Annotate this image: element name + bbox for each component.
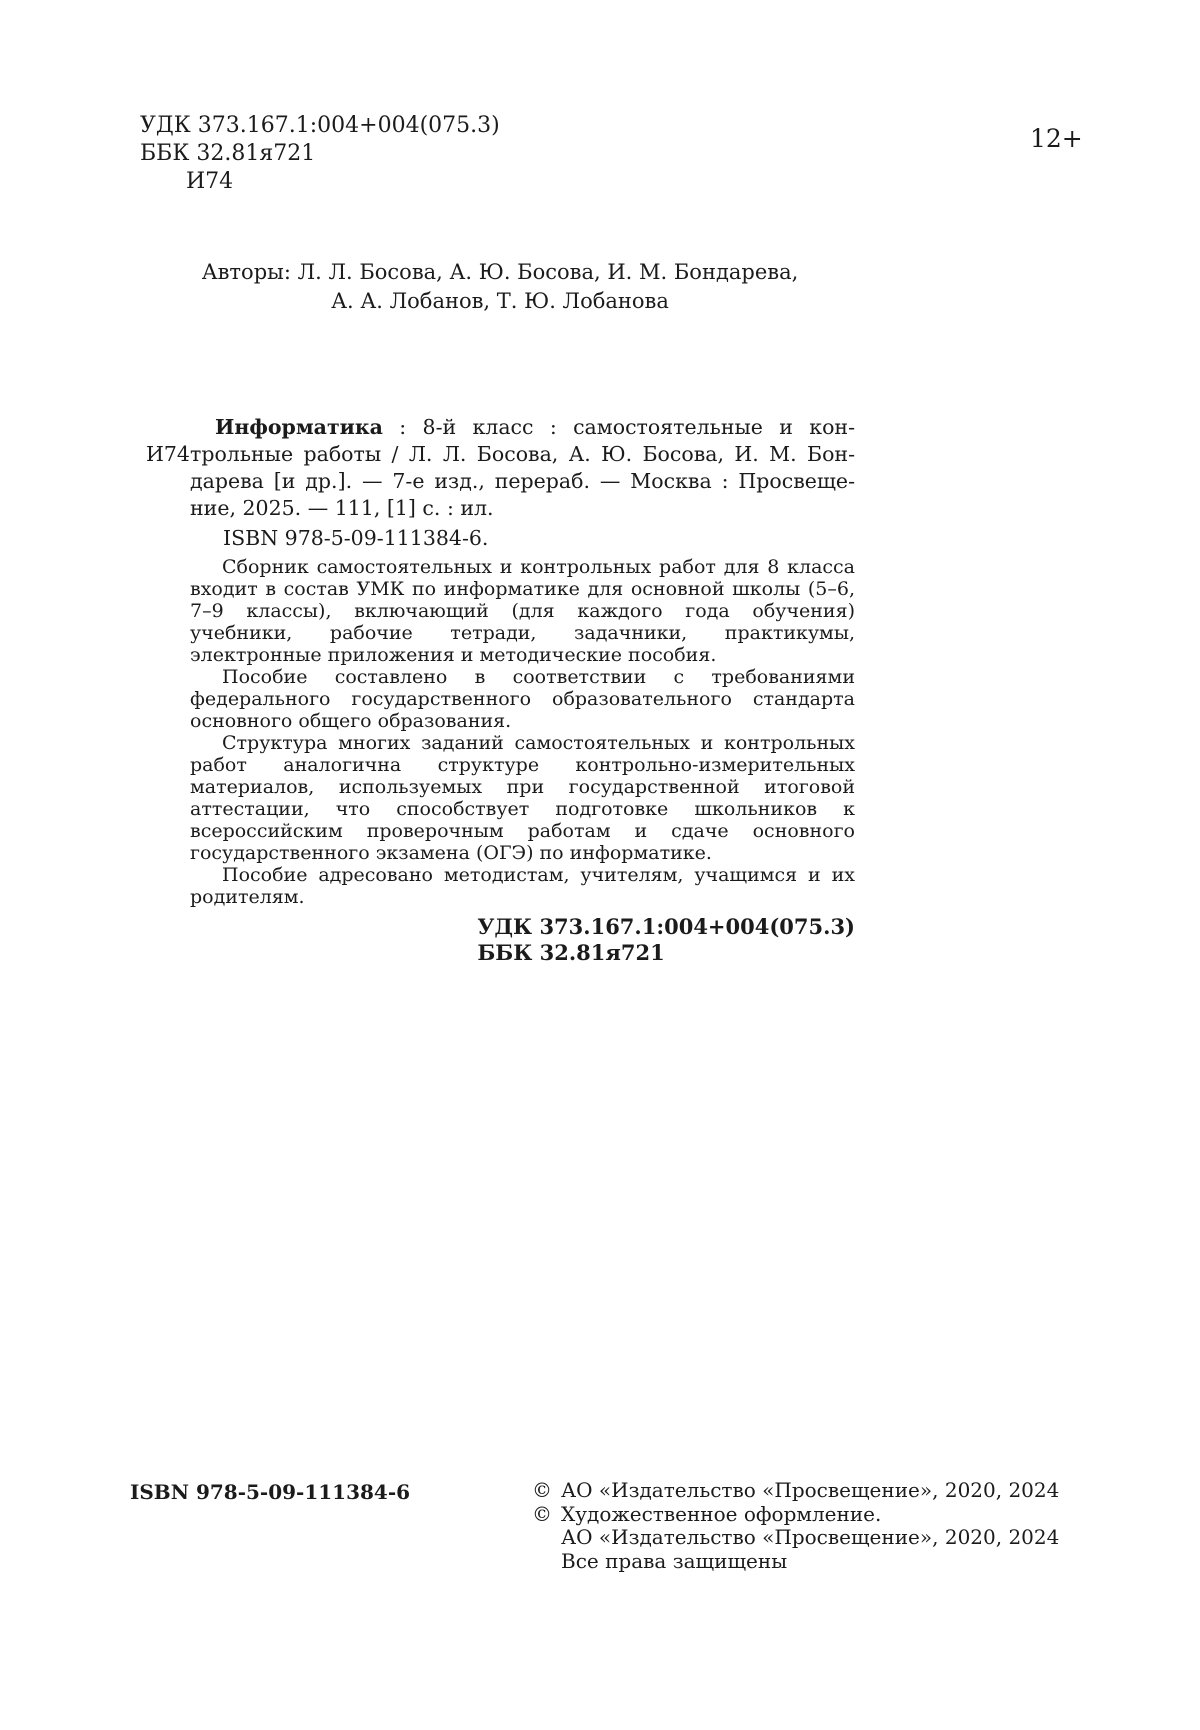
annotation-paragraph-4: Пособие адресовано методистам, учителям, учащимся и их родителям. (190, 864, 855, 908)
author-sign-margin: И74 (146, 442, 190, 466)
bbk-code-top: ББК 32.81я721 (140, 141, 316, 166)
copyright-block (532, 1479, 1059, 1573)
udk-code-top: УДК 373.167.1:004+004(075.3) (140, 113, 500, 138)
record-line-1-rest: : 8-й класс : самостоятельные и кон- (382, 415, 855, 439)
bibliographic-record (146, 414, 855, 522)
classification-codes-top (140, 112, 500, 196)
copyright-text: Все права защищены (561, 1548, 788, 1573)
record-line-1 (190, 414, 855, 441)
udk-code-bottom: УДК 373.167.1:004+004(075.3) (477, 914, 855, 939)
record-line-2: трольные работы / Л. Л. Босова, А. Ю. Босова, И. М. Бон- (190, 442, 855, 466)
bbk-code-bottom: ББК 32.81я721 (477, 940, 665, 965)
classification-codes-bottom (190, 914, 855, 966)
book-title: Информатика (215, 415, 383, 439)
authors-block (150, 258, 850, 316)
age-rating-badge: 12+ (1030, 124, 1083, 153)
copyright-line (532, 1503, 1059, 1527)
annotation-paragraph-3: Структура многих заданий самостоятельных и контрольных работ аналогична структуре контрольно-измерительных материалов, используемых при государственной итоговой аттестации, что способствует подготовке школьников к всероссийским проверочным работам и сдаче основного государственного экзамена (ОГЭ) по информатике. (190, 732, 855, 864)
authors-line-1: Авторы: Л. Л. Босова, А. Ю. Босова, И. М. Бондарева, (201, 260, 799, 284)
footer-isbn: ISBN 978-5-09-111384-6 (130, 1480, 411, 1504)
copyright-symbol (532, 1550, 561, 1574)
copyright-symbol: © (532, 1501, 552, 1526)
annotation-paragraph-1: Сборник самостоятельных и контрольных работ для 8 класса входит в состав УМК по информатике для основной школы (5–6, 7–9 классы), включающий (для каждого года обучения) учебники, рабочие тетради, задачники, практикумы, электронные приложения и методические пособия. (190, 556, 855, 666)
annotation-paragraph-2: Пособие составлено в соответствии с требованиями федерального государственного образовательного стандарта основного общего образования. (190, 666, 855, 732)
copyright-line (532, 1526, 1059, 1550)
copyright-line (532, 1479, 1059, 1503)
copyright-line (532, 1550, 1059, 1574)
author-sign-top: И74 (186, 169, 234, 194)
copyright-text: АО «Издательство «Просвещение», 2020, 2024 (561, 1525, 1060, 1549)
isbn-record: ISBN 978-5-09-111384-6. (223, 526, 489, 550)
authors-line-2: А. А. Лобанов, Т. Ю. Лобанова (331, 289, 669, 313)
annotation (190, 556, 855, 908)
copyright-text: Художественное оформление. (561, 1501, 882, 1526)
record-line-3: дарева [и др.]. — 7-е изд., перераб. — Москва : Просвеще- (190, 469, 855, 493)
copyright-text: АО «Издательство «Просвещение», 2020, 2024 (561, 1478, 1060, 1502)
record-line-4: ние, 2025. — 111, [1] с. : ил. (190, 496, 494, 520)
main-text-column (146, 414, 855, 966)
copyright-symbol: © (532, 1478, 552, 1502)
copyright-symbol (532, 1526, 561, 1550)
